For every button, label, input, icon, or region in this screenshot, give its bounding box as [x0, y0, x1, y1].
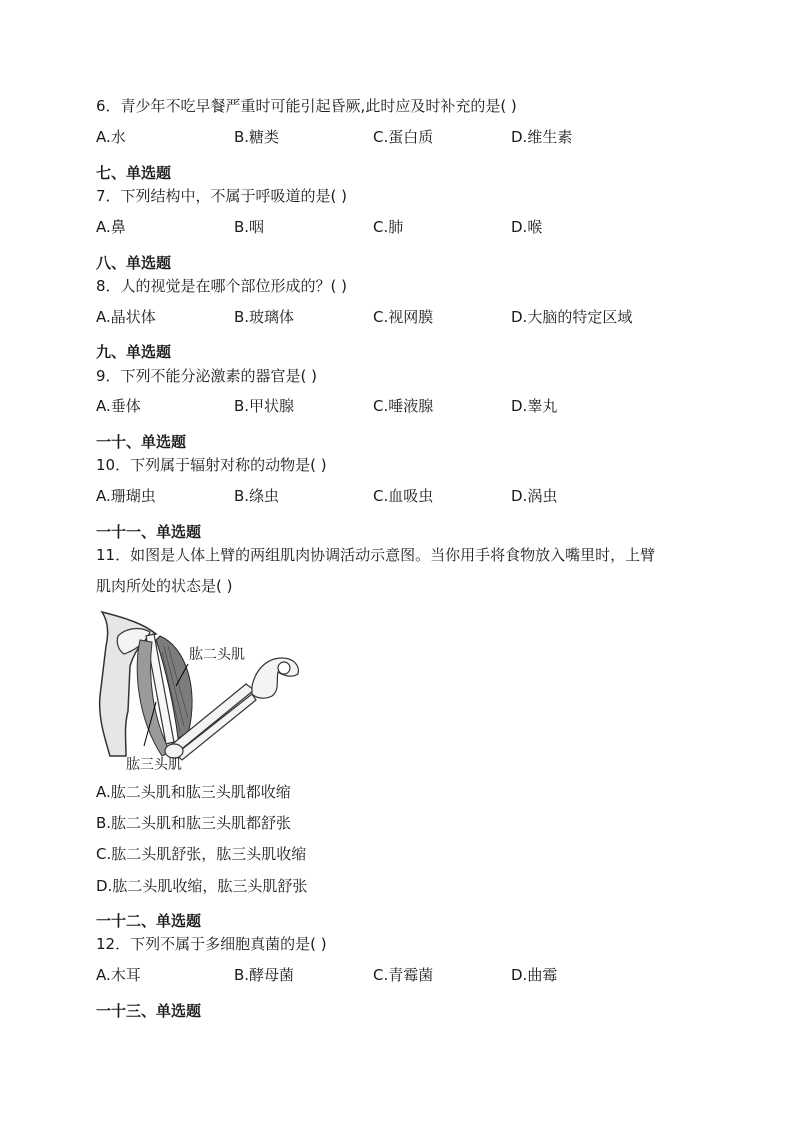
section-11-heading: 一十一、单选题 — [96, 523, 202, 541]
q8-option-c: C.视网膜 — [373, 308, 434, 326]
section-13-heading: 一十三、单选题 — [96, 1002, 202, 1020]
triceps-label: 肱三头肌 — [126, 757, 182, 773]
q6-option-d: D.维生素 — [511, 128, 573, 146]
question-10-stem: 10．下列属于辐射对称的动物是( ) — [96, 456, 327, 474]
section-7-heading: 七、单选题 — [96, 164, 172, 182]
question-8-stem: 8．人的视觉是在哪个部位形成的？( ) — [96, 277, 348, 295]
q12-option-b: B.酵母菌 — [234, 966, 295, 984]
q10-option-c: C.血吸虫 — [373, 487, 434, 505]
arm-muscle-figure — [96, 606, 306, 776]
question-12-stem: 12．下列不属于多细胞真菌的是( ) — [96, 935, 327, 953]
q6-option-a: A.水 — [96, 128, 126, 146]
q7-option-b: B.咽 — [234, 218, 265, 236]
question-11-stem-line2: 肌肉所处的状态是( ) — [96, 577, 233, 595]
q6-option-b: B.糖类 — [234, 128, 280, 146]
q10-option-d: D.涡虫 — [511, 487, 558, 505]
q11-option-a: A.肱二头肌和肱三头肌都收缩 — [96, 783, 291, 801]
q7-option-c: C.肺 — [373, 218, 404, 236]
q11-option-c: C.肱二头肌舒张，肱三头肌收缩 — [96, 845, 307, 863]
q10-option-a: A.珊瑚虫 — [96, 487, 156, 505]
section-8-heading: 八、单选题 — [96, 254, 172, 272]
question-6-stem: 6．青少年不吃早餐严重时可能引起昏厥,此时应及时补充的是( ) — [96, 97, 517, 115]
q8-option-b: B.玻璃体 — [234, 308, 295, 326]
hand-bones — [252, 658, 298, 698]
q9-option-a: A.垂体 — [96, 397, 141, 415]
q10-option-b: B.绦虫 — [234, 487, 280, 505]
q7-option-a: A.鼻 — [96, 218, 126, 236]
section-10-heading: 一十、单选题 — [96, 433, 187, 451]
fingertip-ring — [278, 662, 290, 674]
section-9-heading: 九、单选题 — [96, 343, 172, 361]
q12-option-c: C.青霉菌 — [373, 966, 434, 984]
q8-option-d: D.大脑的特定区域 — [511, 308, 633, 326]
q11-option-b: B.肱二头肌和肱三头肌都舒张 — [96, 814, 292, 832]
q9-option-d: D.睾丸 — [511, 397, 558, 415]
arm-diagram — [96, 606, 306, 776]
q7-option-d: D.喉 — [511, 218, 543, 236]
question-11-stem-line1: 11．如图是人体上臂的两组肌肉协调活动示意图。当你用手将食物放入嘴里时，上臂 — [96, 546, 656, 564]
biceps-label: 肱二头肌 — [189, 647, 245, 663]
q9-option-b: B.甲状腺 — [234, 397, 295, 415]
question-7-stem: 7．下列结构中，不属于呼吸道的是( ) — [96, 187, 348, 205]
section-12-heading: 一十二、单选题 — [96, 912, 202, 930]
q12-option-d: D.曲霉 — [511, 966, 558, 984]
q12-option-a: A.木耳 — [96, 966, 141, 984]
q6-option-c: C.蛋白质 — [373, 128, 434, 146]
question-9-stem: 9．下列不能分泌激素的器官是( ) — [96, 367, 318, 385]
q8-option-a: A.晶状体 — [96, 308, 156, 326]
q9-option-c: C.唾液腺 — [373, 397, 434, 415]
q11-option-d: D.肱二头肌收缩，肱三头肌舒张 — [96, 877, 308, 895]
